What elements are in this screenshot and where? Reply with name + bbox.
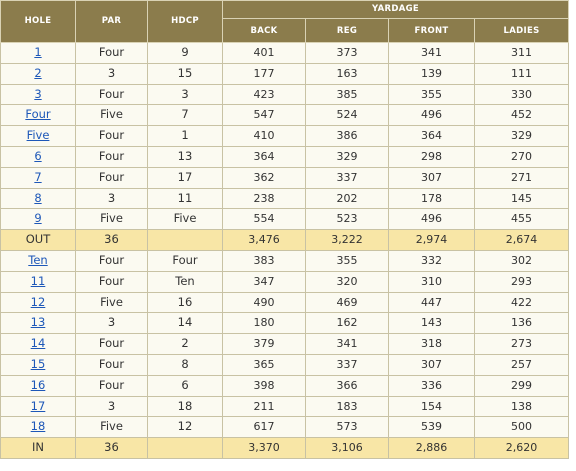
ladies-cell: 138 — [475, 396, 569, 417]
par-cell: Five — [76, 209, 148, 230]
back-cell: 211 — [223, 396, 306, 417]
reg-cell: 337 — [306, 354, 389, 375]
hdcp-cell: 11 — [148, 188, 223, 209]
reg-cell: 202 — [306, 188, 389, 209]
hdcp-cell: 8 — [148, 354, 223, 375]
hdcp-cell: 18 — [148, 396, 223, 417]
front-cell: 336 — [389, 375, 475, 396]
ladies-cell: 299 — [475, 375, 569, 396]
back-cell: 423 — [223, 84, 306, 105]
back-cell: 365 — [223, 354, 306, 375]
back-cell: 177 — [223, 63, 306, 84]
hole-link[interactable]: Ten — [28, 252, 48, 267]
reg-cell: 337 — [306, 167, 389, 188]
front-cell: 307 — [389, 354, 475, 375]
table-row — [1, 43, 569, 64]
back-cell: 180 — [223, 313, 306, 334]
ladies-cell: 136 — [475, 313, 569, 334]
subtotal-row — [1, 438, 569, 459]
ladies-cell: 2,674 — [475, 230, 569, 251]
hole-link[interactable]: 8 — [34, 190, 42, 205]
hdcp-cell: 17 — [148, 167, 223, 188]
hdcp-cell — [148, 230, 223, 251]
front-cell: 2,886 — [389, 438, 475, 459]
front-cell: 332 — [389, 250, 475, 271]
par-cell: 3 — [76, 188, 148, 209]
ladies-cell: 145 — [475, 188, 569, 209]
header-hdcp: HDCP — [148, 1, 223, 43]
hdcp-cell: 13 — [148, 146, 223, 167]
hole-link[interactable]: 18 — [30, 419, 46, 434]
hole-link[interactable]: 6 — [34, 148, 42, 163]
hole-link[interactable]: 13 — [30, 315, 46, 330]
table-row — [1, 354, 569, 375]
subtotal-label: OUT — [1, 230, 76, 251]
hdcp-cell: 12 — [148, 417, 223, 438]
back-cell: 238 — [223, 188, 306, 209]
hole-cell — [1, 334, 76, 355]
subtotal-row — [1, 230, 569, 251]
hdcp-cell: Five — [148, 209, 223, 230]
hdcp-cell: Four — [148, 250, 223, 271]
hole-cell — [1, 167, 76, 188]
hole-link[interactable]: 9 — [34, 211, 42, 226]
par-cell: Four — [76, 167, 148, 188]
par-cell: Four — [76, 84, 148, 105]
header-reg: REG — [306, 19, 389, 43]
reg-cell: 341 — [306, 334, 389, 355]
reg-cell: 320 — [306, 271, 389, 292]
front-cell: 2,974 — [389, 230, 475, 251]
hole-cell — [1, 209, 76, 230]
hdcp-cell: 6 — [148, 375, 223, 396]
back-cell: 3,476 — [223, 230, 306, 251]
par-cell: 3 — [76, 396, 148, 417]
par-cell: 36 — [76, 230, 148, 251]
reg-cell: 162 — [306, 313, 389, 334]
reg-cell: 573 — [306, 417, 389, 438]
par-cell: Five — [76, 105, 148, 126]
back-cell: 410 — [223, 126, 306, 147]
header-front: FRONT — [389, 19, 475, 43]
hole-cell — [1, 63, 76, 84]
table-row — [1, 146, 569, 167]
hole-cell — [1, 271, 76, 292]
ladies-cell: 293 — [475, 271, 569, 292]
table-row — [1, 292, 569, 313]
front-cell: 139 — [389, 63, 475, 84]
hole-link[interactable]: 12 — [30, 294, 46, 309]
ladies-cell: 257 — [475, 354, 569, 375]
hole-cell — [1, 354, 76, 375]
hdcp-cell: 2 — [148, 334, 223, 355]
par-cell: 3 — [76, 63, 148, 84]
table-row — [1, 126, 569, 147]
hole-link[interactable]: Four — [25, 107, 51, 122]
header-yardage: YARDAGE — [223, 1, 569, 19]
par-cell: Four — [76, 126, 148, 147]
hdcp-cell — [148, 438, 223, 459]
reg-cell: 469 — [306, 292, 389, 313]
back-cell: 490 — [223, 292, 306, 313]
subtotal-label: IN — [1, 438, 76, 459]
ladies-cell: 302 — [475, 250, 569, 271]
table-row — [1, 167, 569, 188]
back-cell: 347 — [223, 271, 306, 292]
table-row — [1, 334, 569, 355]
hdcp-cell: 9 — [148, 43, 223, 64]
reg-cell: 3,222 — [306, 230, 389, 251]
hole-link[interactable]: 16 — [30, 377, 46, 392]
ladies-cell: 500 — [475, 417, 569, 438]
reg-cell: 385 — [306, 84, 389, 105]
hole-link[interactable]: 3 — [34, 86, 42, 101]
reg-cell: 3,106 — [306, 438, 389, 459]
reg-cell: 355 — [306, 250, 389, 271]
par-cell: 3 — [76, 313, 148, 334]
hole-cell — [1, 417, 76, 438]
table-row — [1, 209, 569, 230]
hole-cell — [1, 396, 76, 417]
front-cell: 298 — [389, 146, 475, 167]
par-cell: Five — [76, 292, 148, 313]
ladies-cell: 111 — [475, 63, 569, 84]
hole-cell — [1, 313, 76, 334]
front-cell: 178 — [389, 188, 475, 209]
par-cell: Five — [76, 417, 148, 438]
par-cell: 36 — [76, 438, 148, 459]
front-cell: 307 — [389, 167, 475, 188]
ladies-cell: 455 — [475, 209, 569, 230]
hole-cell — [1, 146, 76, 167]
par-cell: Four — [76, 271, 148, 292]
table-row — [1, 105, 569, 126]
back-cell: 398 — [223, 375, 306, 396]
front-cell: 539 — [389, 417, 475, 438]
par-cell: Four — [76, 375, 148, 396]
back-cell: 554 — [223, 209, 306, 230]
ladies-cell: 452 — [475, 105, 569, 126]
table-header — [1, 1, 569, 43]
back-cell: 617 — [223, 417, 306, 438]
reg-cell: 163 — [306, 63, 389, 84]
reg-cell: 523 — [306, 209, 389, 230]
table-row — [1, 396, 569, 417]
front-cell: 447 — [389, 292, 475, 313]
hole-link[interactable]: 1 — [34, 45, 42, 59]
hole-cell — [1, 84, 76, 105]
back-cell: 3,370 — [223, 438, 306, 459]
ladies-cell: 2,620 — [475, 438, 569, 459]
front-cell: 355 — [389, 84, 475, 105]
hole-cell — [1, 43, 76, 64]
front-cell: 310 — [389, 271, 475, 292]
hole-link[interactable]: 17 — [30, 398, 46, 413]
hdcp-cell: 15 — [148, 63, 223, 84]
ladies-cell: 329 — [475, 126, 569, 147]
table-row — [1, 417, 569, 438]
hole-cell — [1, 126, 76, 147]
ladies-cell: 422 — [475, 292, 569, 313]
hole-cell — [1, 375, 76, 396]
hole-link[interactable]: 15 — [30, 356, 46, 371]
reg-cell: 329 — [306, 146, 389, 167]
reg-cell: 373 — [306, 43, 389, 64]
hole-link[interactable]: 2 — [34, 65, 42, 80]
reg-cell: 524 — [306, 105, 389, 126]
reg-cell: 386 — [306, 126, 389, 147]
table-row — [1, 188, 569, 209]
back-cell: 401 — [223, 43, 306, 64]
back-cell: 383 — [223, 250, 306, 271]
header-ladies: LADIES — [475, 19, 569, 43]
hole-cell — [1, 292, 76, 313]
ladies-cell: 330 — [475, 84, 569, 105]
table-row — [1, 63, 569, 84]
table-row — [1, 313, 569, 334]
front-cell: 143 — [389, 313, 475, 334]
par-cell: Four — [76, 146, 148, 167]
hole-link[interactable]: 7 — [34, 169, 42, 184]
hdcp-cell: 1 — [148, 126, 223, 147]
par-cell: Four — [76, 334, 148, 355]
table-body — [1, 43, 569, 459]
ladies-cell: 270 — [475, 146, 569, 167]
table-row — [1, 271, 569, 292]
ladies-cell: 273 — [475, 334, 569, 355]
front-cell: 154 — [389, 396, 475, 417]
hole-cell — [1, 188, 76, 209]
hdcp-cell: 3 — [148, 84, 223, 105]
hole-cell — [1, 250, 76, 271]
header-hole: HOLE — [1, 1, 76, 43]
back-cell: 379 — [223, 334, 306, 355]
hole-link[interactable]: Five — [26, 128, 50, 143]
hole-link[interactable]: 11 — [30, 273, 46, 288]
table-row — [1, 250, 569, 271]
front-cell: 318 — [389, 334, 475, 355]
ladies-cell: 311 — [475, 43, 569, 64]
hdcp-cell: 16 — [148, 292, 223, 313]
hdcp-cell: 14 — [148, 313, 223, 334]
header-par: PAR — [76, 1, 148, 43]
par-cell: Four — [76, 43, 148, 64]
reg-cell: 366 — [306, 375, 389, 396]
hdcp-cell: 7 — [148, 105, 223, 126]
back-cell: 364 — [223, 146, 306, 167]
hdcp-cell: Ten — [148, 271, 223, 292]
back-cell: 547 — [223, 105, 306, 126]
ladies-cell: 271 — [475, 167, 569, 188]
table-row — [1, 84, 569, 105]
front-cell: 496 — [389, 105, 475, 126]
hole-cell — [1, 105, 76, 126]
front-cell: 364 — [389, 126, 475, 147]
par-cell: Four — [76, 250, 148, 271]
front-cell: 341 — [389, 43, 475, 64]
par-cell: Four — [76, 354, 148, 375]
table-row — [1, 375, 569, 396]
front-cell: 496 — [389, 209, 475, 230]
back-cell: 362 — [223, 167, 306, 188]
hole-link[interactable]: 14 — [30, 336, 46, 351]
header-back: BACK — [223, 19, 306, 43]
reg-cell: 183 — [306, 396, 389, 417]
